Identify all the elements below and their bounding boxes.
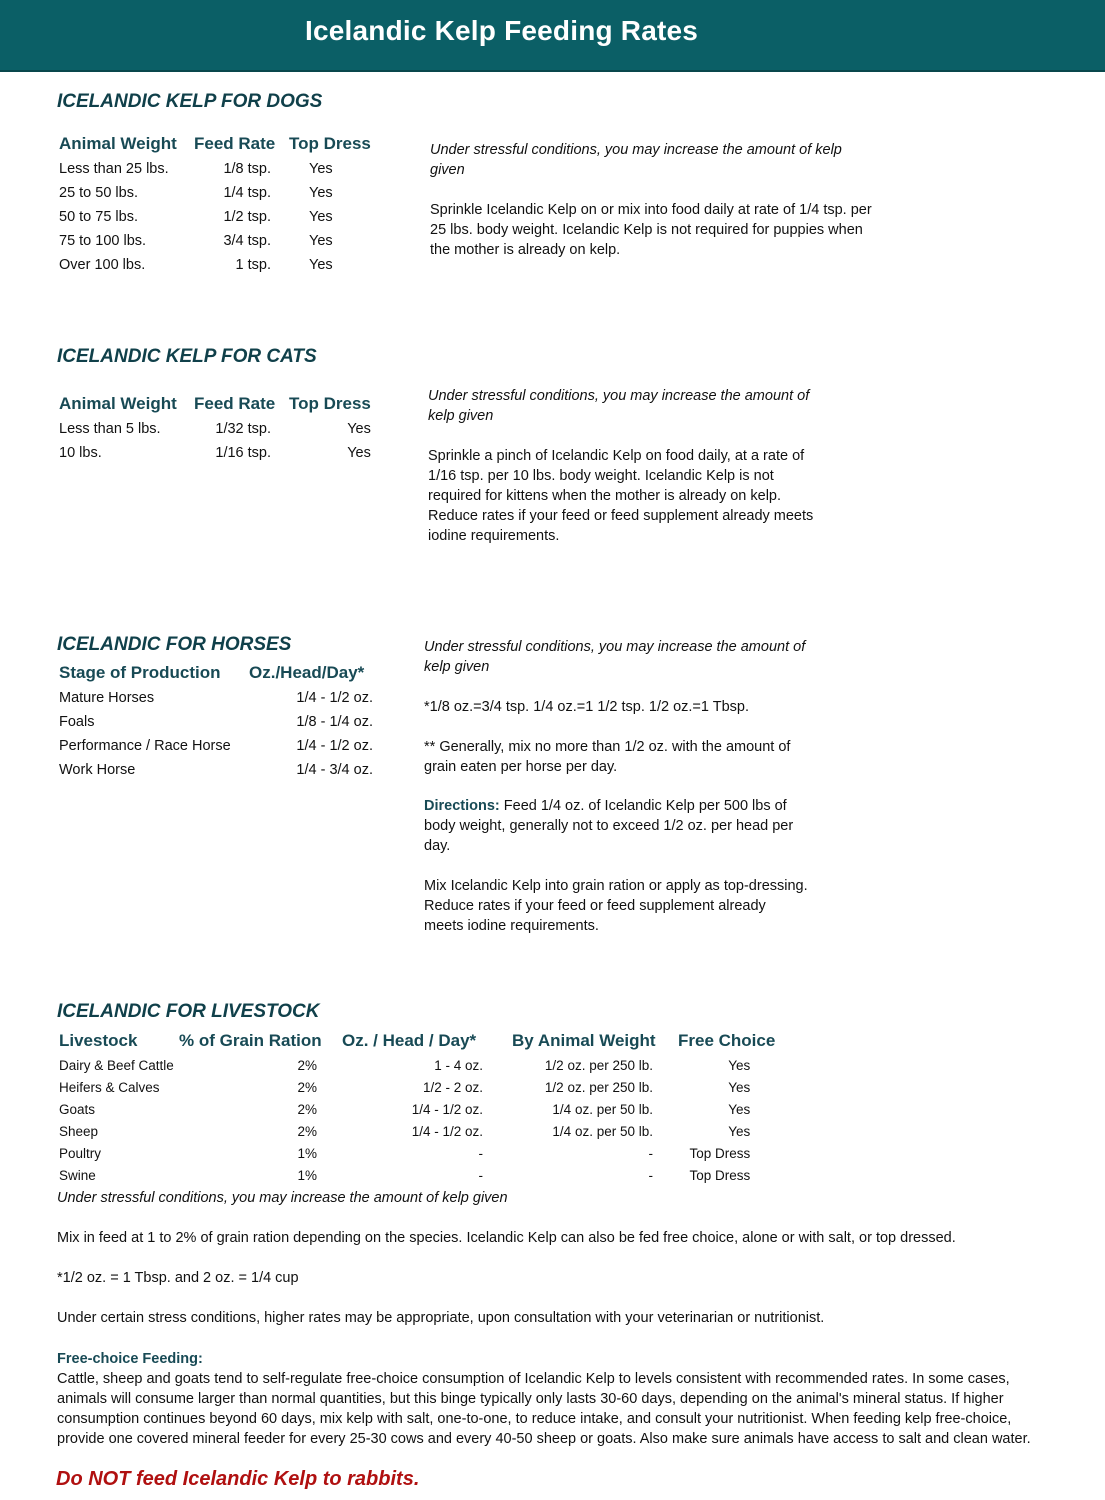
table-cell: 75 to 100 lbs. (59, 233, 147, 249)
table-cell: Yes (728, 1101, 751, 1117)
table-cell: Yes (728, 1057, 751, 1073)
cats-table (59, 391, 371, 465)
table-cell: 50 to 75 lbs. (59, 209, 138, 225)
free-choice-text: Cattle, sheep and goats tend to self-regulate free-choice consumption of Icelandic Kelp to levels consistent with recommended rates. In some cases, animals will consume larger than normal quantities, but this binge typically only lasts 30-60 days, depending on the animal's mineral status. If higher consumption continues beyond 60 days, mix kelp with salt, one-to-one, to reduce intake, and consult your nutritionist. When feeding kelp free-choice, provide one covered mineral feeder for every 25-30 cows and every 40-50 sheep or goats. Also make sure animals have access to salt and clean water. (57, 1371, 1031, 1447)
free-choice-heading: Free-choice Feeding: (57, 1351, 203, 1367)
horses-section-title: ICELANDIC FOR HORSES (57, 634, 292, 655)
table-row (59, 157, 389, 181)
table-cell: 3/4 tsp. (223, 233, 271, 249)
cats-section-title: ICELANDIC KELP FOR CATS (57, 346, 317, 367)
column-header: Animal Weight (59, 134, 177, 153)
table-cell: 1/4 - 1/2 oz. (296, 690, 373, 706)
table-header-row (59, 131, 389, 157)
table-cell: Poultry (59, 1145, 102, 1161)
dogs-table (59, 131, 389, 277)
table-cell: Swine (59, 1167, 96, 1183)
table-cell: 1% (297, 1167, 317, 1183)
table-header-row (59, 391, 371, 417)
table-row (59, 181, 389, 205)
cats-instructions: Sprinkle a pinch of Icelandic Kelp on food daily, at a rate of 1/16 tsp. per 10 lbs. body weight. Icelandic Kelp is not required for kittens when the mother is already on kelp. Reduce rates if your feed or feed supplement already meets iodine requirements. (428, 448, 814, 544)
table-row (59, 686, 373, 710)
table-header-row (59, 1028, 775, 1054)
title-banner (0, 0, 1105, 72)
table-cell: Top Dress (689, 1145, 751, 1161)
table-cell: 1/2 oz. per 250 lb. (544, 1079, 653, 1095)
livestock-conversion: *1/2 oz. = 1 Tbsp. and 2 oz. = 1/4 cup (57, 1270, 299, 1286)
table-row (59, 229, 389, 253)
horses-table (59, 660, 373, 782)
table-cell: 1/16 tsp. (215, 445, 271, 461)
table-cell: 1/4 oz. per 50 lb. (552, 1123, 653, 1139)
livestock-mix-note: Mix in feed at 1 to 2% of grain ration depending on the species. Icelandic Kelp can also be fed free choice, alone or with salt, or top dressed. (57, 1230, 956, 1246)
table-cell: Yes (728, 1079, 751, 1095)
table-cell: 2% (297, 1101, 317, 1117)
table-cell: 1 tsp. (235, 257, 271, 273)
table-cell: - (648, 1167, 653, 1183)
table-row (59, 1142, 775, 1164)
table-cell: - (648, 1145, 653, 1161)
table-cell: 1/4 tsp. (223, 185, 271, 201)
livestock-stress-note: Under stressful conditions, you may increase the amount of kelp given (57, 1190, 508, 1206)
table-cell: Sheep (59, 1123, 99, 1139)
table-cell: - (478, 1167, 483, 1183)
table-row (59, 734, 373, 758)
cats-stress-note: Under stressful conditions, you may increase the amount of kelp given (428, 388, 810, 424)
column-header: Oz./Head/Day* (249, 663, 365, 682)
rabbit-warning: Do NOT feed Icelandic Kelp to rabbits. (56, 1468, 420, 1490)
table-row (59, 253, 389, 277)
table-cell: 1/8 - 1/4 oz. (296, 714, 373, 730)
table-cell: Over 100 lbs. (59, 257, 146, 273)
table-cell: 10 lbs. (59, 445, 102, 461)
table-cell: Yes (309, 233, 333, 249)
table-cell: Heifers & Calves (59, 1079, 160, 1095)
directions-label: Directions: (424, 798, 500, 814)
column-header: Livestock (59, 1031, 138, 1050)
dogs-stress-note: Under stressful conditions, you may increase the amount of kelp given (430, 142, 842, 178)
directions-text: Feed 1/4 oz. of Icelandic Kelp per 500 lbs of body weight, generally not to exceed 1/2 oz. per head per day. (424, 798, 794, 854)
table-cell: Work Horse (59, 762, 136, 778)
table-cell: 1/2 - 2 oz. (422, 1079, 483, 1095)
table-cell: 1/4 - 1/2 oz. (296, 738, 373, 754)
table-cell: Yes (347, 421, 371, 437)
horses-stress-note: Under stressful conditions, you may increase the amount of kelp given (424, 639, 806, 675)
horses-general-note: ** Generally, mix no more than 1/2 oz. with the amount of grain eaten per horse per day. (424, 739, 791, 775)
table-header-row (59, 660, 373, 686)
table-row (59, 1120, 775, 1142)
column-header: By Animal Weight (512, 1031, 656, 1050)
table-cell: Yes (309, 257, 333, 273)
table-cell: Dairy & Beef Cattle (59, 1057, 174, 1073)
table-cell: 2% (297, 1079, 317, 1095)
horses-conversion: *1/8 oz.=3/4 tsp. 1/4 oz.=1 1/2 tsp. 1/2 oz.=1 Tbsp. (424, 699, 749, 715)
table-cell: 1 - 4 oz. (434, 1057, 483, 1073)
column-header: Top Dress (289, 394, 371, 413)
table-cell: 1/8 tsp. (223, 161, 271, 177)
column-header: % of Grain Ration (179, 1031, 322, 1050)
table-cell: 25 to 50 lbs. (59, 185, 138, 201)
table-row (59, 1164, 775, 1186)
table-cell: Mature Horses (59, 690, 155, 706)
table-cell: - (478, 1145, 483, 1161)
table-cell: Yes (309, 209, 333, 225)
dogs-instructions: Sprinkle Icelandic Kelp on or mix into food daily at rate of 1/4 tsp. per 25 lbs. body weight. Icelandic Kelp is not required for puppies when the mother is already on kelp. (430, 202, 872, 258)
table-row (59, 1076, 775, 1098)
column-header: Animal Weight (59, 394, 177, 413)
column-header: Top Dress (289, 134, 371, 153)
horses-directions (424, 796, 819, 856)
table-row (59, 205, 389, 229)
table-cell: Top Dress (689, 1167, 751, 1183)
table-row (59, 1098, 775, 1120)
table-cell: Yes (347, 445, 371, 461)
table-row (59, 417, 371, 441)
table-cell: 2% (297, 1057, 317, 1073)
horses-mix-note: Mix Icelandic Kelp into grain ration or apply as top-dressing. Reduce rates if your feed or feed supplement already meets iodine requirements. (424, 878, 808, 934)
column-header: Feed Rate (194, 394, 276, 413)
table-cell: 1/2 tsp. (223, 209, 271, 225)
table-cell: Goats (59, 1101, 96, 1117)
column-header: Free Choice (678, 1031, 776, 1050)
table-row (59, 710, 373, 734)
table-cell: Less than 25 lbs. (59, 161, 169, 177)
table-cell: Yes (728, 1123, 751, 1139)
table-row (59, 441, 371, 465)
page-title: Icelandic Kelp Feeding Rates (305, 15, 699, 46)
table-cell: 2% (297, 1123, 317, 1139)
table-cell: 1/4 - 3/4 oz. (296, 762, 373, 778)
table-cell: Yes (309, 161, 333, 177)
table-cell: 1% (297, 1145, 317, 1161)
table-cell: 1/4 - 1/2 oz. (411, 1123, 483, 1139)
table-cell: 1/2 oz. per 250 lb. (544, 1057, 653, 1073)
livestock-stress-rates: Under certain stress conditions, higher rates may be appropriate, upon consultation with your veterinarian or nutritionist. (57, 1310, 825, 1326)
table-cell: 1/4 oz. per 50 lb. (552, 1101, 653, 1117)
table-row (59, 1054, 775, 1076)
table-cell: Performance / Race Horse (59, 738, 231, 754)
table-cell: Foals (59, 714, 95, 730)
livestock-section-title: ICELANDIC FOR LIVESTOCK (57, 1001, 320, 1022)
column-header: Oz. / Head / Day* (342, 1031, 477, 1050)
table-cell: Yes (309, 185, 333, 201)
table-row (59, 758, 373, 782)
dogs-section-title: ICELANDIC KELP FOR DOGS (57, 91, 323, 112)
livestock-table (59, 1028, 775, 1186)
table-cell: 1/4 - 1/2 oz. (411, 1101, 483, 1117)
column-header: Feed Rate (194, 134, 276, 153)
table-cell: 1/32 tsp. (215, 421, 271, 437)
column-header: Stage of Production (59, 663, 221, 682)
table-cell: Less than 5 lbs. (59, 421, 161, 437)
